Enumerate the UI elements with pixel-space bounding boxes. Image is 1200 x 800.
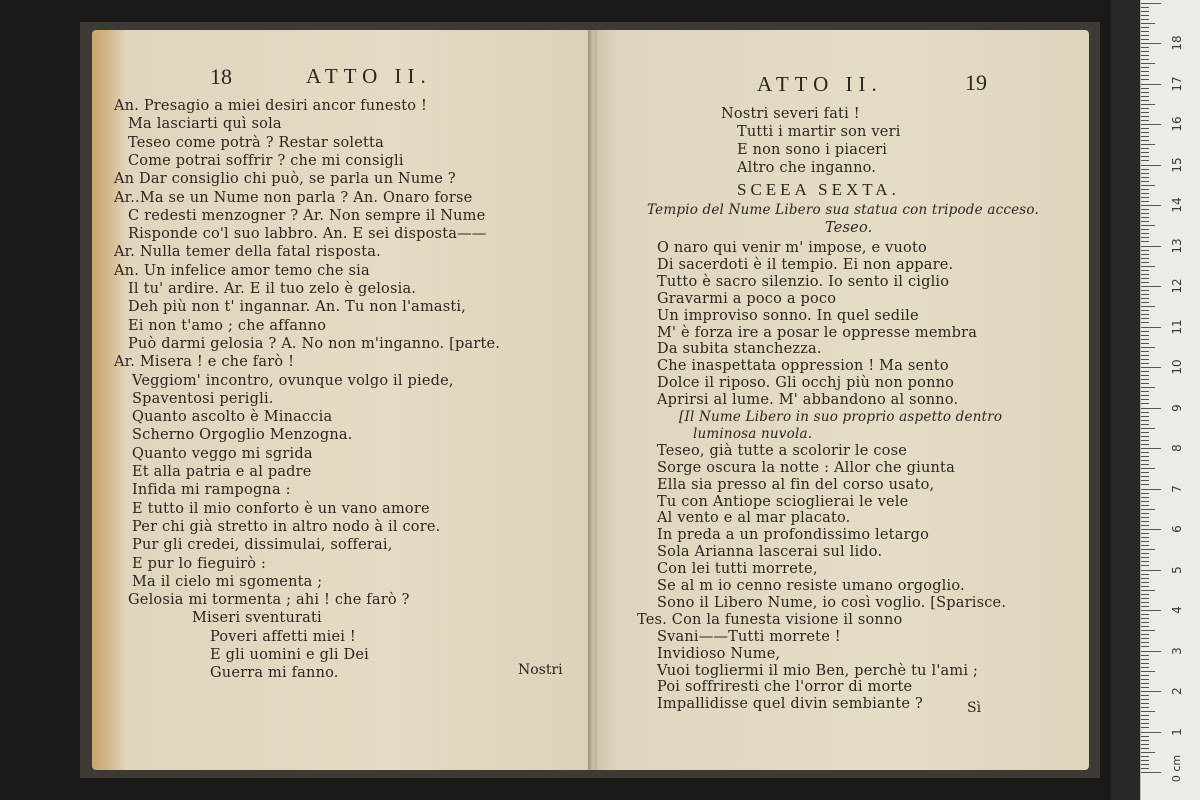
ruler-tick <box>1141 258 1149 259</box>
ruler-tick <box>1141 468 1155 469</box>
ruler-tick <box>1141 43 1161 44</box>
ruler-tick <box>1141 19 1149 20</box>
right-text-line: Dolce il riposo. Gli occhj più non ponno <box>657 375 955 392</box>
ruler-tick <box>1141 310 1149 311</box>
ruler-tick <box>1141 205 1161 206</box>
ruler-tick <box>1141 448 1161 449</box>
ruler-tick <box>1141 655 1149 656</box>
ruler-tick <box>1141 719 1149 720</box>
ruler-label: 8 <box>1170 444 1184 452</box>
ruler-tick <box>1141 246 1161 247</box>
ruler-tick <box>1141 383 1149 384</box>
ruler-tick <box>1141 302 1149 303</box>
ruler-tick <box>1141 347 1155 348</box>
ruler-tick <box>1141 517 1149 518</box>
ruler-tick <box>1141 318 1149 319</box>
left-text-line: Poveri affetti miei ! <box>210 628 356 645</box>
ruler-tick <box>1141 395 1149 396</box>
ruler-tick <box>1141 343 1149 344</box>
right-text-line: Un improviso sonno. In quel sedile <box>657 307 919 324</box>
ruler-tick <box>1141 3 1161 4</box>
ruler-tick <box>1141 306 1155 307</box>
left-text-line: Come potrai soffrir ? che mi consigli <box>128 152 404 169</box>
ruler-label: 14 <box>1170 197 1184 213</box>
ruler-label: 1 <box>1170 727 1184 736</box>
ruler-tick <box>1141 456 1149 457</box>
ruler-tick <box>1141 756 1149 757</box>
ruler-tick <box>1141 480 1149 481</box>
ruler-tick <box>1141 124 1161 125</box>
ruler-tick <box>1141 634 1149 635</box>
ruler-tick <box>1141 327 1161 328</box>
left-text-line: C redesti menzogner ? Ar. Non sempre il Nume <box>128 207 486 224</box>
right-text-line: [Il Nume Libero in suo proprio aspetto dentro <box>679 409 1003 425</box>
ruler-tick <box>1141 618 1149 619</box>
ruler-tick <box>1141 173 1149 174</box>
left-text-line: Ei non t'amo ; che affanno <box>128 317 327 334</box>
ruler-tick <box>1141 35 1149 36</box>
ruler-tick <box>1141 622 1149 623</box>
ruler-tick <box>1141 683 1149 684</box>
ruler-unit: 0 cm <box>1170 754 1184 783</box>
ruler-tick <box>1141 699 1149 700</box>
ruler-tick <box>1141 225 1155 226</box>
stage-direction: Tempio del Nume Libero sua statua con tripode acceso. <box>647 202 1039 218</box>
ruler-label: 9 <box>1170 403 1184 412</box>
ruler-tick <box>1141 156 1149 157</box>
ruler-tick <box>1141 88 1149 89</box>
ruler-tick <box>1141 513 1149 514</box>
ruler-tick <box>1141 59 1149 60</box>
ruler-tick <box>1141 521 1149 522</box>
ruler-tick <box>1141 152 1149 153</box>
ruler-tick <box>1141 598 1149 599</box>
right-top-line: Tutti i martir son veri <box>737 124 901 140</box>
ruler-tick <box>1141 501 1149 502</box>
ruler-tick <box>1141 399 1149 400</box>
ruler-tick <box>1141 132 1149 133</box>
right-text-line: Aprirsi al lume. M' abbandono al sonno. <box>657 392 959 409</box>
ruler-tick <box>1141 537 1149 538</box>
ruler-tick <box>1141 525 1149 526</box>
right-running-head: ATTO II. <box>757 72 883 96</box>
ruler-tick <box>1141 752 1155 753</box>
left-text-line: Risponde co'l suo labbro. An. E sei disposta—— <box>128 226 487 243</box>
left-text-line: Quanto veggo mi sgrida <box>132 445 313 462</box>
ruler-tick <box>1141 379 1149 380</box>
ruler-label: 2 <box>1170 687 1184 695</box>
ruler-tick <box>1141 444 1149 445</box>
ruler-tick <box>1141 711 1155 712</box>
ruler-tick <box>1141 476 1149 477</box>
ruler-tick <box>1141 116 1149 117</box>
ruler-tick <box>1141 412 1149 413</box>
ruler-tick <box>1141 671 1155 672</box>
right-page-number: 19 <box>965 70 987 95</box>
ruler-tick <box>1141 197 1149 198</box>
ruler-tick <box>1141 148 1149 149</box>
ruler-tick <box>1141 460 1149 461</box>
ruler-tick <box>1141 695 1149 696</box>
ruler-tick <box>1141 626 1149 627</box>
left-running-head: ATTO II. <box>306 64 432 88</box>
ruler-tick <box>1141 254 1149 255</box>
ruler-tick <box>1141 160 1149 161</box>
ruler-label: 7 <box>1170 484 1184 493</box>
ruler-tick <box>1141 355 1149 356</box>
ruler-tick <box>1141 290 1149 291</box>
left-catchword: Nostri <box>518 662 563 678</box>
ruler-tick <box>1141 505 1149 506</box>
ruler-tick <box>1141 339 1149 340</box>
ruler-tick <box>1141 23 1155 24</box>
ruler-tick <box>1141 11 1149 12</box>
ruler-tick <box>1141 484 1149 485</box>
ruler-tick <box>1141 744 1149 745</box>
ruler-tick <box>1141 553 1149 554</box>
right-top-line: E non sono i piaceri <box>737 142 888 158</box>
ruler-tick <box>1141 630 1155 631</box>
ruler-label: 3 <box>1170 646 1184 655</box>
ruler-tick <box>1141 614 1149 615</box>
right-text-line: Gravarmi a poco a poco <box>657 290 837 307</box>
ruler-tick <box>1141 549 1155 550</box>
right-text-line: Da subita stanchezza. <box>657 341 822 358</box>
ruler-tick <box>1141 703 1149 704</box>
ruler-tick <box>1141 740 1149 741</box>
ruler-tick <box>1141 574 1149 575</box>
ruler-tick <box>1141 416 1149 417</box>
ruler-tick <box>1141 529 1161 530</box>
ruler-tick <box>1141 217 1149 218</box>
ruler-tick <box>1141 715 1149 716</box>
right-text-line: Con lei tutti morrete, <box>657 561 818 578</box>
left-page-number: 18 <box>210 64 232 89</box>
left-text-line: Il tu' ardire. Ar. E il tuo zelo è gelosia. <box>128 281 417 297</box>
scene-heading: SCEEA SEXTA. <box>737 180 900 199</box>
ruler-tick <box>1141 144 1155 145</box>
right-text-line: Svani——Tutti morrete ! <box>657 628 841 645</box>
ruler-tick <box>1141 387 1155 388</box>
left-text-line: Ma lasciarti quì sola <box>128 116 282 133</box>
right-text-line: Se al m io cenno resiste umano orgoglio. <box>657 578 965 594</box>
ruler-tick <box>1141 428 1155 429</box>
ruler-tick <box>1141 55 1149 56</box>
ruler-tick <box>1141 250 1149 251</box>
right-text-line: O naro qui venir m' impose, e vuoto <box>657 240 927 256</box>
right-page <box>597 30 1089 770</box>
ruler-tick <box>1141 590 1155 591</box>
ruler-tick <box>1141 39 1149 40</box>
ruler-tick <box>1141 47 1149 48</box>
right-text-line: Sorge oscura la notte : Allor che giunta <box>657 459 955 476</box>
right-text-line: Sono il Libero Nume, io così voglio. [Sparisce. <box>657 594 1007 611</box>
right-text-line: Poi soffriresti che l'orror di morte <box>657 679 913 696</box>
ruler-tick <box>1141 691 1161 692</box>
right-text-line: Impallidisse quel divin sembiante ? <box>657 696 923 713</box>
right-text-line: Ella sia presso al fin del corso usato, <box>657 476 935 493</box>
ruler-tick <box>1141 213 1149 214</box>
ruler-tick <box>1141 545 1149 546</box>
ruler-tick <box>1141 391 1149 392</box>
ruler-tick <box>1141 646 1149 647</box>
ruler-tick <box>1141 331 1149 332</box>
ruler-tick <box>1141 298 1149 299</box>
ruler-tick <box>1141 424 1149 425</box>
ruler-tick <box>1141 104 1155 105</box>
ruler-label: 15 <box>1170 156 1184 173</box>
left-text-line: Spaventosi perigli. <box>132 390 274 407</box>
ruler-tick <box>1141 96 1149 97</box>
ruler-tick <box>1141 707 1149 708</box>
ruler-tick <box>1141 112 1149 113</box>
left-text-line: An. Presagio a miei desiri ancor funesto ! <box>114 98 428 114</box>
ruler-tick <box>1141 561 1149 562</box>
left-text-line: Può darmi gelosia ? A. No non m'inganno. [parte. <box>128 335 501 352</box>
ruler-tick <box>1141 667 1149 668</box>
ruler-tick <box>1141 736 1149 737</box>
ruler-tick <box>1141 71 1149 72</box>
right-text-line: Di sacerdoti è il tempio. Ei non appare. <box>657 256 954 273</box>
ruler-tick <box>1141 282 1149 283</box>
ruler-tick <box>1141 233 1149 234</box>
ruler-tick <box>1141 262 1149 263</box>
ruler-tick <box>1141 27 1149 28</box>
right-text-line: Tes. Con la funesta visione il sonno <box>637 611 903 628</box>
ruler-tick <box>1141 177 1149 178</box>
ruler-tick <box>1141 432 1149 433</box>
left-text-line: E gli uomini e gli Dei <box>210 647 370 663</box>
left-text-line: An. Un infelice amor temo che sia <box>114 262 370 279</box>
ruler-tick <box>1141 606 1149 607</box>
ruler-label: 6 <box>1170 525 1184 533</box>
ruler-tick <box>1141 464 1149 465</box>
ruler-tick <box>1141 67 1149 68</box>
ruler-tick <box>1141 403 1149 404</box>
ruler-tick <box>1141 229 1149 230</box>
ruler-tick <box>1141 642 1149 643</box>
ruler-tick <box>1141 472 1149 473</box>
right-catchword: Sì <box>967 700 982 716</box>
ruler-tick <box>1141 371 1149 372</box>
ruler-tick <box>1141 278 1149 279</box>
left-page <box>92 30 592 770</box>
ruler-tick <box>1141 420 1149 421</box>
ruler-tick <box>1141 7 1149 8</box>
ruler-tick <box>1141 335 1149 336</box>
ruler-tick <box>1141 565 1149 566</box>
ruler-tick <box>1141 638 1149 639</box>
left-text-line: E tutto il mio conforto è un vano amore <box>132 500 430 517</box>
left-text-line: Per chi già stretto in altro nodo à il core. <box>132 518 441 535</box>
left-text-line: Ar. Misera ! e che farò ! <box>114 354 295 371</box>
ruler-tick <box>1141 185 1155 186</box>
left-text-line: Veggiom' incontro, ovunque volgo il piede, <box>132 372 454 389</box>
ruler-tick <box>1141 51 1149 52</box>
right-text-line: Teseo, già tutte a scolorir le cose <box>657 442 908 459</box>
ruler-tick <box>1141 557 1149 558</box>
ruler-tick <box>1141 723 1149 724</box>
ruler-tick <box>1141 84 1161 85</box>
ruler-tick <box>1141 748 1149 749</box>
ruler-tick <box>1141 586 1149 587</box>
ruler-tick <box>1141 651 1161 652</box>
ruler-tick <box>1141 359 1149 360</box>
ruler-tick <box>1141 189 1149 190</box>
ruler-tick <box>1141 314 1149 315</box>
ruler-tick <box>1141 108 1149 109</box>
left-text-line: Guerra mi fanno. <box>210 665 339 682</box>
left-text-line: Teseo come potrà ? Restar soletta <box>128 134 384 151</box>
left-text-line: Scherno Orgoglio Menzogna. <box>132 427 353 444</box>
ruler-shadow <box>1111 0 1140 800</box>
ruler-label: 4 <box>1170 606 1184 614</box>
right-text-line: luminosa nuvola. <box>693 425 813 442</box>
ruler-tick <box>1141 367 1161 368</box>
right-text-line: Al vento e al mar placato. <box>657 510 851 527</box>
ruler-tick <box>1141 760 1149 761</box>
left-text-line: Et alla patria e al padre <box>132 464 312 480</box>
ruler-tick <box>1141 241 1149 242</box>
ruler-tick <box>1141 727 1149 728</box>
right-top-line: Nostri severi fati ! <box>721 106 860 122</box>
right-top-line: Altro che inganno. <box>737 160 877 176</box>
right-text-line: In preda a un profondissimo letargo <box>657 527 930 544</box>
left-text-line: Infida mi rampogna : <box>132 482 291 499</box>
left-text-line: E pur lo fieguirò : <box>132 555 267 572</box>
ruler-tick <box>1141 541 1149 542</box>
ruler-label: 13 <box>1170 237 1184 254</box>
ruler-tick <box>1141 165 1161 166</box>
ruler-tick <box>1141 679 1149 680</box>
left-text-line: Pur gli credei, dissimulai, sofferai, <box>132 537 393 554</box>
ruler-tick <box>1141 663 1149 664</box>
ruler-tick <box>1141 375 1149 376</box>
scale-ruler <box>1140 0 1200 800</box>
left-text-line: Gelosia mi tormenta ; ahi ! che farò ? <box>128 592 410 609</box>
ruler-tick <box>1141 181 1149 182</box>
ruler-tick <box>1141 764 1149 765</box>
ruler-tick <box>1141 675 1149 676</box>
ruler-tick <box>1141 687 1149 688</box>
left-text-line: An Dar consiglio chi può, se parla un Nume ? <box>114 171 456 188</box>
ruler-tick <box>1141 140 1149 141</box>
ruler-label: 5 <box>1170 565 1184 574</box>
right-text-line: Invidioso Nume, <box>657 645 781 662</box>
ruler-tick <box>1141 578 1149 579</box>
ruler-tick <box>1141 602 1149 603</box>
left-text-line: Quanto ascolto è Minaccia <box>132 409 333 426</box>
ruler-label: 18 <box>1170 35 1184 51</box>
ruler-tick <box>1141 732 1161 733</box>
ruler-tick <box>1141 509 1155 510</box>
ruler-tick <box>1141 266 1155 267</box>
left-text-line: Deh più non t' ingannar. An. Tu non l'amasti, <box>128 299 467 316</box>
ruler-tick <box>1141 286 1161 287</box>
ruler-tick <box>1141 497 1149 498</box>
ruler-tick <box>1141 533 1149 534</box>
ruler-tick <box>1141 15 1149 16</box>
ruler-tick <box>1141 768 1149 769</box>
ruler-tick <box>1141 570 1161 571</box>
right-text-line: M' è forza ire a posar le oppresse membra <box>657 324 978 341</box>
ruler-tick <box>1141 128 1149 129</box>
ruler-tick <box>1141 31 1149 32</box>
ruler-tick <box>1141 100 1149 101</box>
ruler-tick <box>1141 363 1149 364</box>
ruler-tick <box>1141 221 1149 222</box>
ruler-tick <box>1141 294 1149 295</box>
ruler-tick <box>1141 594 1149 595</box>
ruler-label: 17 <box>1170 75 1184 92</box>
right-text-line: Tu con Antiope scioglierai le vele <box>657 493 909 510</box>
right-text-line: Sola Arianna lascerai sul lido. <box>657 544 883 561</box>
ruler-tick <box>1141 582 1149 583</box>
ruler-tick <box>1141 436 1149 437</box>
left-text-line: Ar..Ma se un Nume non parla ? An. Onaro forse <box>114 189 473 206</box>
ruler-tick <box>1141 659 1149 660</box>
left-text-line: Ar. Nulla temer della fatal risposta. <box>114 244 381 261</box>
ruler-label: 10 <box>1170 359 1184 375</box>
ruler-tick <box>1141 270 1149 271</box>
ruler-tick <box>1141 440 1149 441</box>
ruler-tick <box>1141 610 1161 611</box>
right-text-line: Tutto è sacro silenzio. Io sento il ciglio <box>657 273 950 290</box>
ruler-tick <box>1141 489 1161 490</box>
ruler-tick <box>1141 209 1149 210</box>
ruler-tick <box>1141 452 1149 453</box>
ruler-tick <box>1141 169 1149 170</box>
ruler-tick <box>1141 92 1149 93</box>
ruler-label: 12 <box>1170 278 1184 294</box>
ruler-tick <box>1141 408 1161 409</box>
left-text-line: Ma il cielo mi sgomenta ; <box>132 573 323 590</box>
ruler-tick <box>1141 772 1161 773</box>
left-text-line: Miseri sventurati <box>192 610 322 627</box>
ruler-tick <box>1141 136 1149 137</box>
ruler-tick <box>1141 63 1155 64</box>
ruler-tick <box>1141 237 1149 238</box>
ruler-tick <box>1141 493 1149 494</box>
ruler-label: 16 <box>1170 116 1184 132</box>
ruler-tick <box>1141 351 1149 352</box>
ruler-label: 11 <box>1170 318 1184 335</box>
right-text-line: Vuoi togliermi il mio Ben, perchè tu l'ami ; <box>657 662 979 679</box>
ruler-tick <box>1141 322 1149 323</box>
ruler-tick <box>1141 274 1149 275</box>
ruler-tick <box>1141 75 1149 76</box>
ruler-tick <box>1141 201 1149 202</box>
ruler-tick <box>1141 193 1149 194</box>
right-text-line: Che inaspettata oppression ! Ma sento <box>657 358 949 375</box>
ruler-tick <box>1141 120 1149 121</box>
ruler-tick <box>1141 79 1149 80</box>
character-name: Teseo. <box>825 220 873 236</box>
